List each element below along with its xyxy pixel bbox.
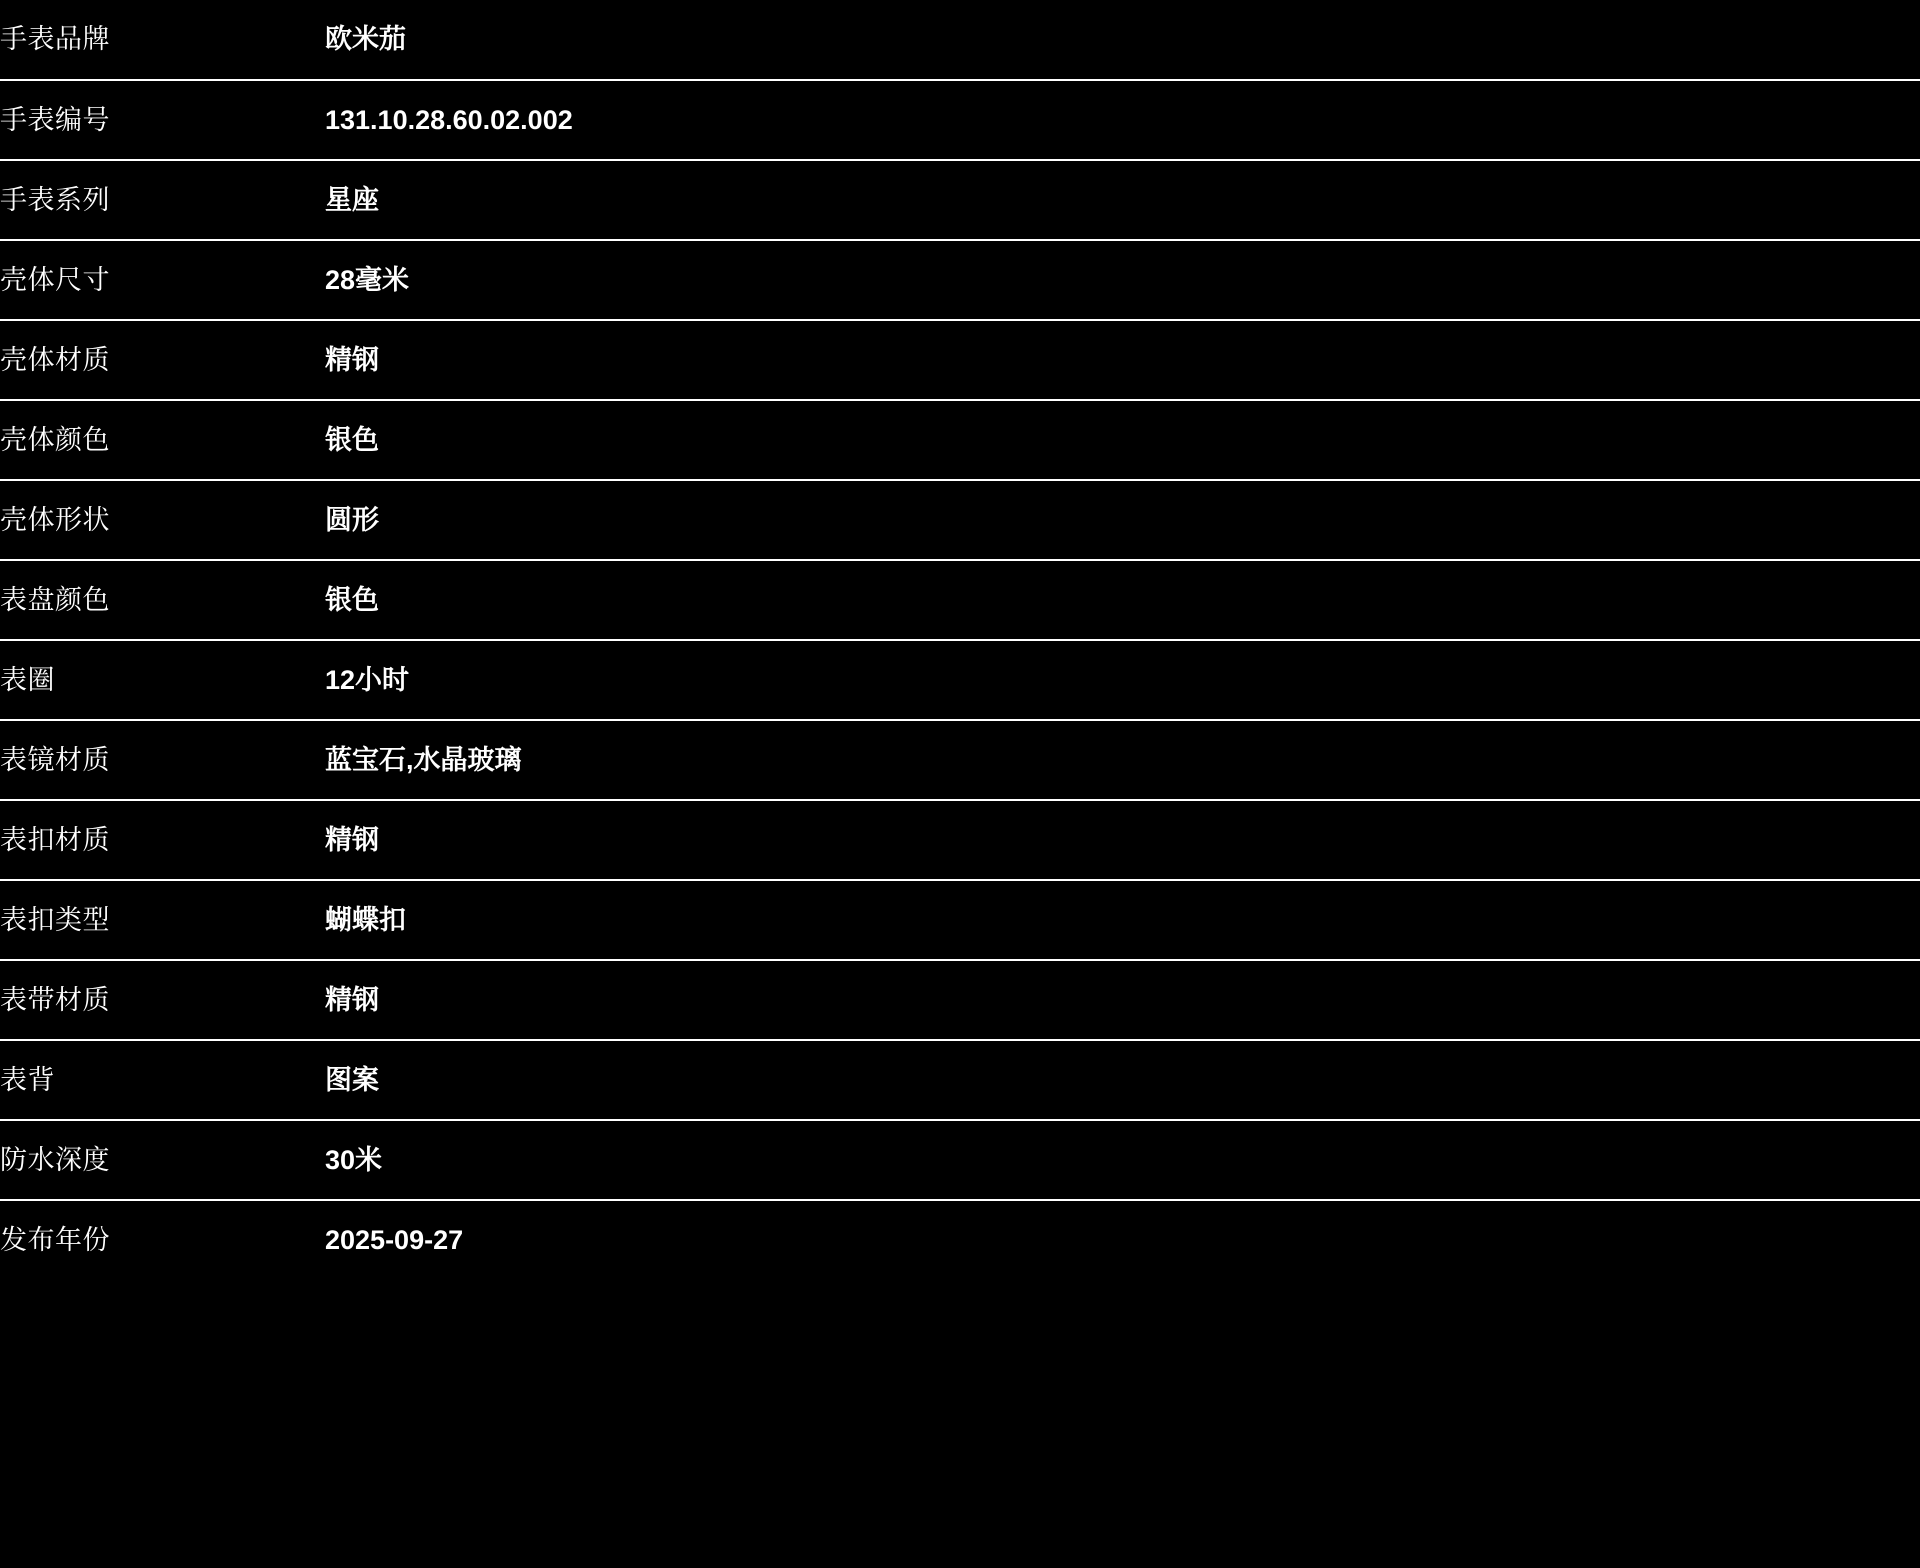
- table-row: [0, 640, 1920, 720]
- spec-value: 欧米茄: [325, 24, 406, 55]
- spec-label: 防水深度: [0, 1144, 110, 1175]
- table-row: [0, 160, 1920, 240]
- table-row: [0, 320, 1920, 400]
- spec-value: 银色: [325, 424, 379, 455]
- spec-label: 表盘颜色: [0, 584, 110, 615]
- table-row: [0, 1200, 1920, 1280]
- spec-value: 28毫米: [325, 264, 410, 295]
- spec-value-cell: [325, 640, 1920, 720]
- spec-value-cell: [325, 480, 1920, 560]
- spec-value: 精钢: [325, 984, 379, 1015]
- table-row: [0, 1120, 1920, 1200]
- table-row: [0, 1040, 1920, 1120]
- table-row: [0, 800, 1920, 880]
- spec-label: 手表系列: [0, 184, 110, 215]
- spec-value-cell: [325, 1040, 1920, 1120]
- spec-value-cell: [325, 400, 1920, 480]
- spec-label: 壳体颜色: [0, 424, 110, 455]
- spec-value: 30米: [325, 1144, 383, 1175]
- spec-label: 表圈: [0, 664, 55, 695]
- spec-value: 蓝宝石,水晶玻璃: [325, 744, 522, 775]
- spec-label: 表背: [0, 1064, 55, 1095]
- spec-value-cell: [325, 320, 1920, 400]
- spec-value-cell: [325, 800, 1920, 880]
- spec-value-cell: [325, 1200, 1920, 1280]
- spec-value-cell: [325, 240, 1920, 320]
- spec-value: 银色: [325, 584, 379, 615]
- spec-label: 壳体材质: [0, 344, 110, 375]
- spec-label: 壳体尺寸: [0, 264, 110, 295]
- spec-label: 发布年份: [0, 1225, 110, 1256]
- table-row: [0, 480, 1920, 560]
- spec-value: 圆形: [325, 504, 379, 535]
- table-row: [0, 80, 1920, 160]
- spec-value: 星座: [325, 184, 379, 215]
- spec-value-cell: [325, 80, 1920, 160]
- spec-value: 精钢: [325, 344, 379, 375]
- spec-label: 手表品牌: [0, 24, 110, 55]
- spec-value: 2025-09-27: [325, 1225, 464, 1256]
- spec-value-cell: [325, 160, 1920, 240]
- spec-label: 表扣材质: [0, 824, 110, 855]
- spec-value-cell: [325, 560, 1920, 640]
- spec-value-cell: [325, 880, 1920, 960]
- spec-value: 131.10.28.60.02.002: [325, 104, 573, 135]
- table-row: [0, 240, 1920, 320]
- spec-value: 精钢: [325, 824, 379, 855]
- spec-label: 表镜材质: [0, 744, 110, 775]
- spec-value-cell: [325, 1120, 1920, 1200]
- spec-label: 表扣类型: [0, 904, 110, 935]
- spec-value-cell: [325, 0, 1920, 80]
- table-row: [0, 880, 1920, 960]
- table-row: [0, 720, 1920, 800]
- spec-value: 12小时: [325, 664, 410, 695]
- spec-label: 壳体形状: [0, 504, 110, 535]
- table-row: [0, 400, 1920, 480]
- spec-label: 表带材质: [0, 984, 110, 1015]
- spec-value: 图案: [325, 1064, 379, 1095]
- table-row: [0, 960, 1920, 1040]
- spec-label: 手表编号: [0, 104, 110, 135]
- spec-value-cell: [325, 960, 1920, 1040]
- table-row: [0, 0, 1920, 80]
- spec-value: 蝴蝶扣: [325, 904, 406, 935]
- table-row: [0, 560, 1920, 640]
- spec-value-cell: [325, 720, 1920, 800]
